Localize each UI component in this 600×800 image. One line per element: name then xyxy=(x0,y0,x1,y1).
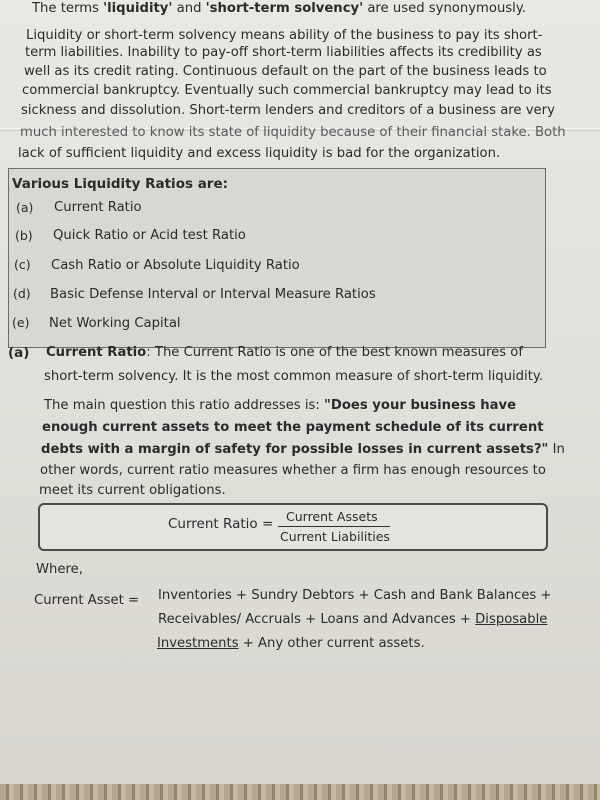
section-text: In xyxy=(548,442,565,457)
page-bottom-edge xyxy=(0,784,600,800)
formula-denominator: Current Liabilities xyxy=(280,529,390,544)
definition-text: + Any other current assets. xyxy=(238,636,425,651)
term-short-term-solvency: 'short-term solvency' xyxy=(205,1,364,16)
underlined-term: Disposable xyxy=(475,612,548,627)
section-a-line: short-term solvency. It is the most common measure of short-term liquidity. xyxy=(44,369,543,384)
section-a-line xyxy=(44,398,516,414)
intro-line: lack of sufficient liquidity and excess liquidity is bad for the organization. xyxy=(18,146,501,161)
section-text: : The Current Ratio is one of the best known measures of xyxy=(146,345,523,360)
intro-line: term liabilities. Inability to pay-off short-term liabilities affects its credibility as xyxy=(25,45,542,60)
list-item-letter: (c) xyxy=(14,257,31,272)
section-letter: (a) xyxy=(8,345,30,361)
intro-line: much interested to know its state of liquidity because of their financial stake. Both xyxy=(20,125,566,140)
intro-line: Liquidity or short-term solvency means ability of the business to pay its short- xyxy=(26,28,543,43)
intro-line: commercial bankruptcy. Eventually such commercial bankruptcy may lead to its xyxy=(22,83,552,98)
intro-line: well as its credit rating. Continuous default on the part of the business leads to xyxy=(24,64,547,79)
section-text: The main question this ratio addresses is: xyxy=(44,398,325,413)
key-question: enough current assets to meet the payment schedule of its current xyxy=(42,420,544,435)
list-item: Current Ratio xyxy=(54,200,142,215)
current-asset-label: Current Asset = xyxy=(34,593,140,608)
section-a-line: meet its current obligations. xyxy=(39,483,226,498)
list-item: Quick Ratio or Acid test Ratio xyxy=(53,228,246,243)
list-item-letter: (e) xyxy=(12,315,30,330)
current-asset-definition xyxy=(158,612,547,628)
section-a-line xyxy=(41,442,565,458)
definition-text: Receivables/ Accruals + Loans and Advances + xyxy=(158,612,476,627)
intro-text: and xyxy=(172,1,206,16)
intro-text: The terms xyxy=(32,1,104,16)
list-item: Basic Defense Interval or Interval Measure Ratios xyxy=(50,287,376,302)
formula-numerator: Current Assets xyxy=(286,509,378,524)
current-asset-definition xyxy=(157,636,425,652)
key-question: "Does your business have xyxy=(324,398,517,413)
section-a-line: other words, current ratio measures whether a firm has enough resources to xyxy=(40,463,546,478)
where-label: Where, xyxy=(36,562,83,577)
section-heading: Current Ratio xyxy=(46,345,147,360)
intro-first-line xyxy=(32,1,526,17)
liquidity-ratios-title: Various Liquidity Ratios are: xyxy=(12,176,229,192)
section-a-line xyxy=(46,345,523,361)
list-item: Cash Ratio or Absolute Liquidity Ratio xyxy=(51,258,300,273)
formula-lhs: Current Ratio = xyxy=(168,516,274,532)
list-item: Net Working Capital xyxy=(49,316,181,331)
underlined-term: Investments xyxy=(157,636,239,651)
intro-text: are used synonymously. xyxy=(363,1,526,16)
current-asset-definition: Inventories + Sundry Debtors + Cash and Bank Balances + xyxy=(158,588,552,603)
term-liquidity: 'liquidity' xyxy=(103,1,173,16)
list-item-letter: (a) xyxy=(16,200,34,215)
list-item-letter: (d) xyxy=(13,286,31,301)
key-question: debts with a margin of safety for possible losses in current assets?" xyxy=(41,442,549,457)
list-item-letter: (b) xyxy=(15,228,33,243)
fraction-bar xyxy=(278,526,390,527)
intro-line: sickness and dissolution. Short-term lenders and creditors of a business are very xyxy=(21,103,555,118)
